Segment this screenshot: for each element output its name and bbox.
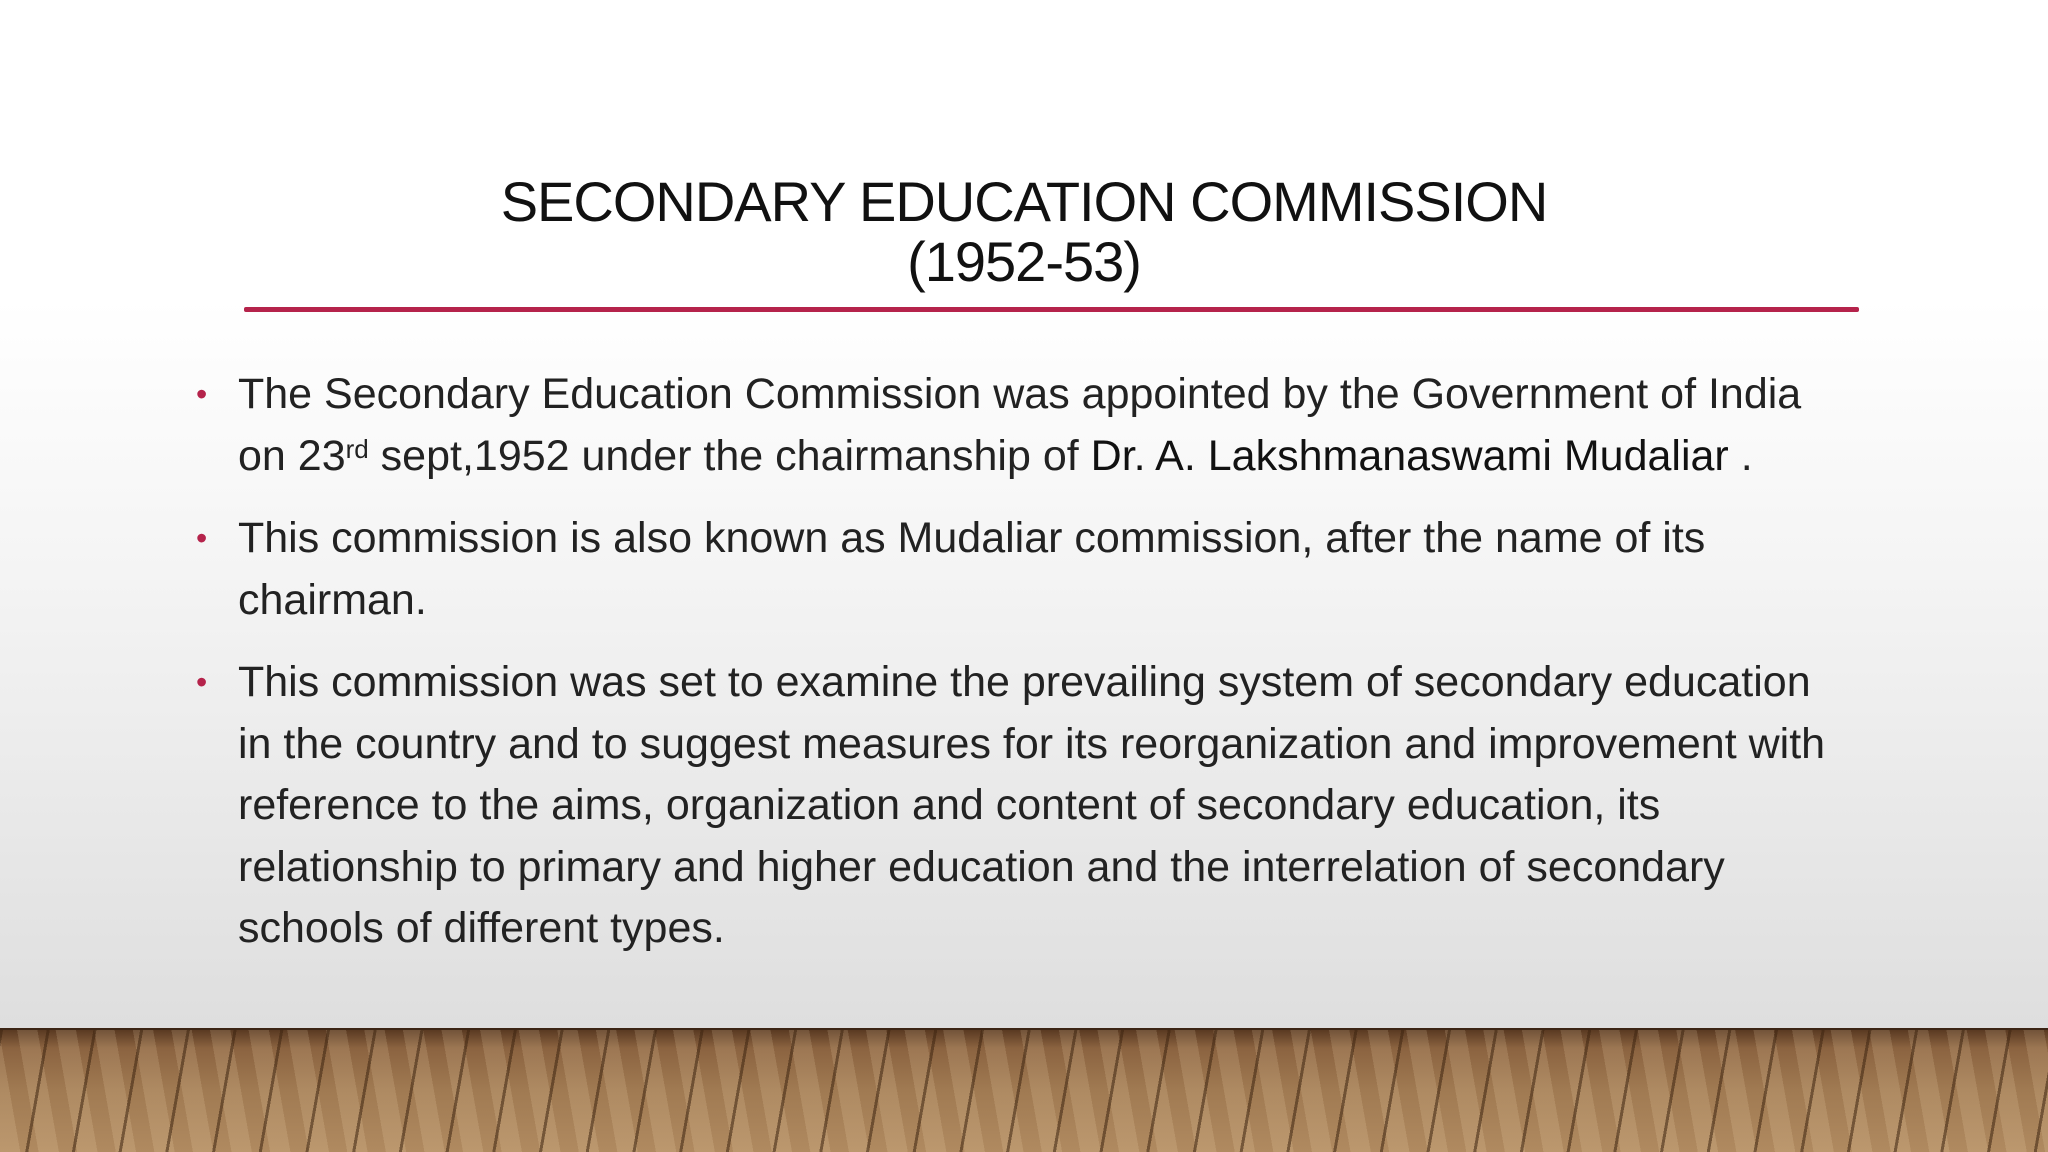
chairman-name: Dr. A. Lakshmanaswami Mudaliar [1090, 431, 1729, 480]
bullet-3-text: This commission was set to examine the prevailing system of secondary education in the country and to suggest measures for its reorganization and improvement with reference to the aims, organization and content of secondary education, its relationship to primary and higher education and the interrelation of secondary schools of different types. [238, 658, 1826, 952]
bullet-1-superscript: rd [345, 434, 369, 465]
slide-title [0, 172, 2048, 292]
bullet-1-text-b: sept,1952 under the chairmanship of [368, 431, 1091, 480]
bullet-2-text: This commission is also known as Mudaliar commission, after the name of its chairman. [238, 514, 1706, 624]
bullet-list [196, 364, 1846, 981]
bullet-item-3 [196, 652, 1846, 960]
bullet-1-text-c: . [1728, 431, 1753, 480]
bullet-1-text-a: The Secondary Education Commission was appointed by the Government of India on 23 [238, 370, 1802, 480]
title-line-1: SECONDARY EDUCATION COMMISSION [500, 170, 1548, 233]
bullet-dot-icon: • [196, 520, 208, 556]
title-line-2: (1952-53) [907, 230, 1141, 293]
bullet-dot-icon: • [196, 664, 208, 700]
wooden-floor-image [0, 1030, 2048, 1152]
bullet-item-1 [196, 364, 1846, 487]
title-underline [244, 307, 1859, 312]
bullet-item-2 [196, 508, 1846, 631]
bullet-dot-icon: • [196, 376, 208, 412]
